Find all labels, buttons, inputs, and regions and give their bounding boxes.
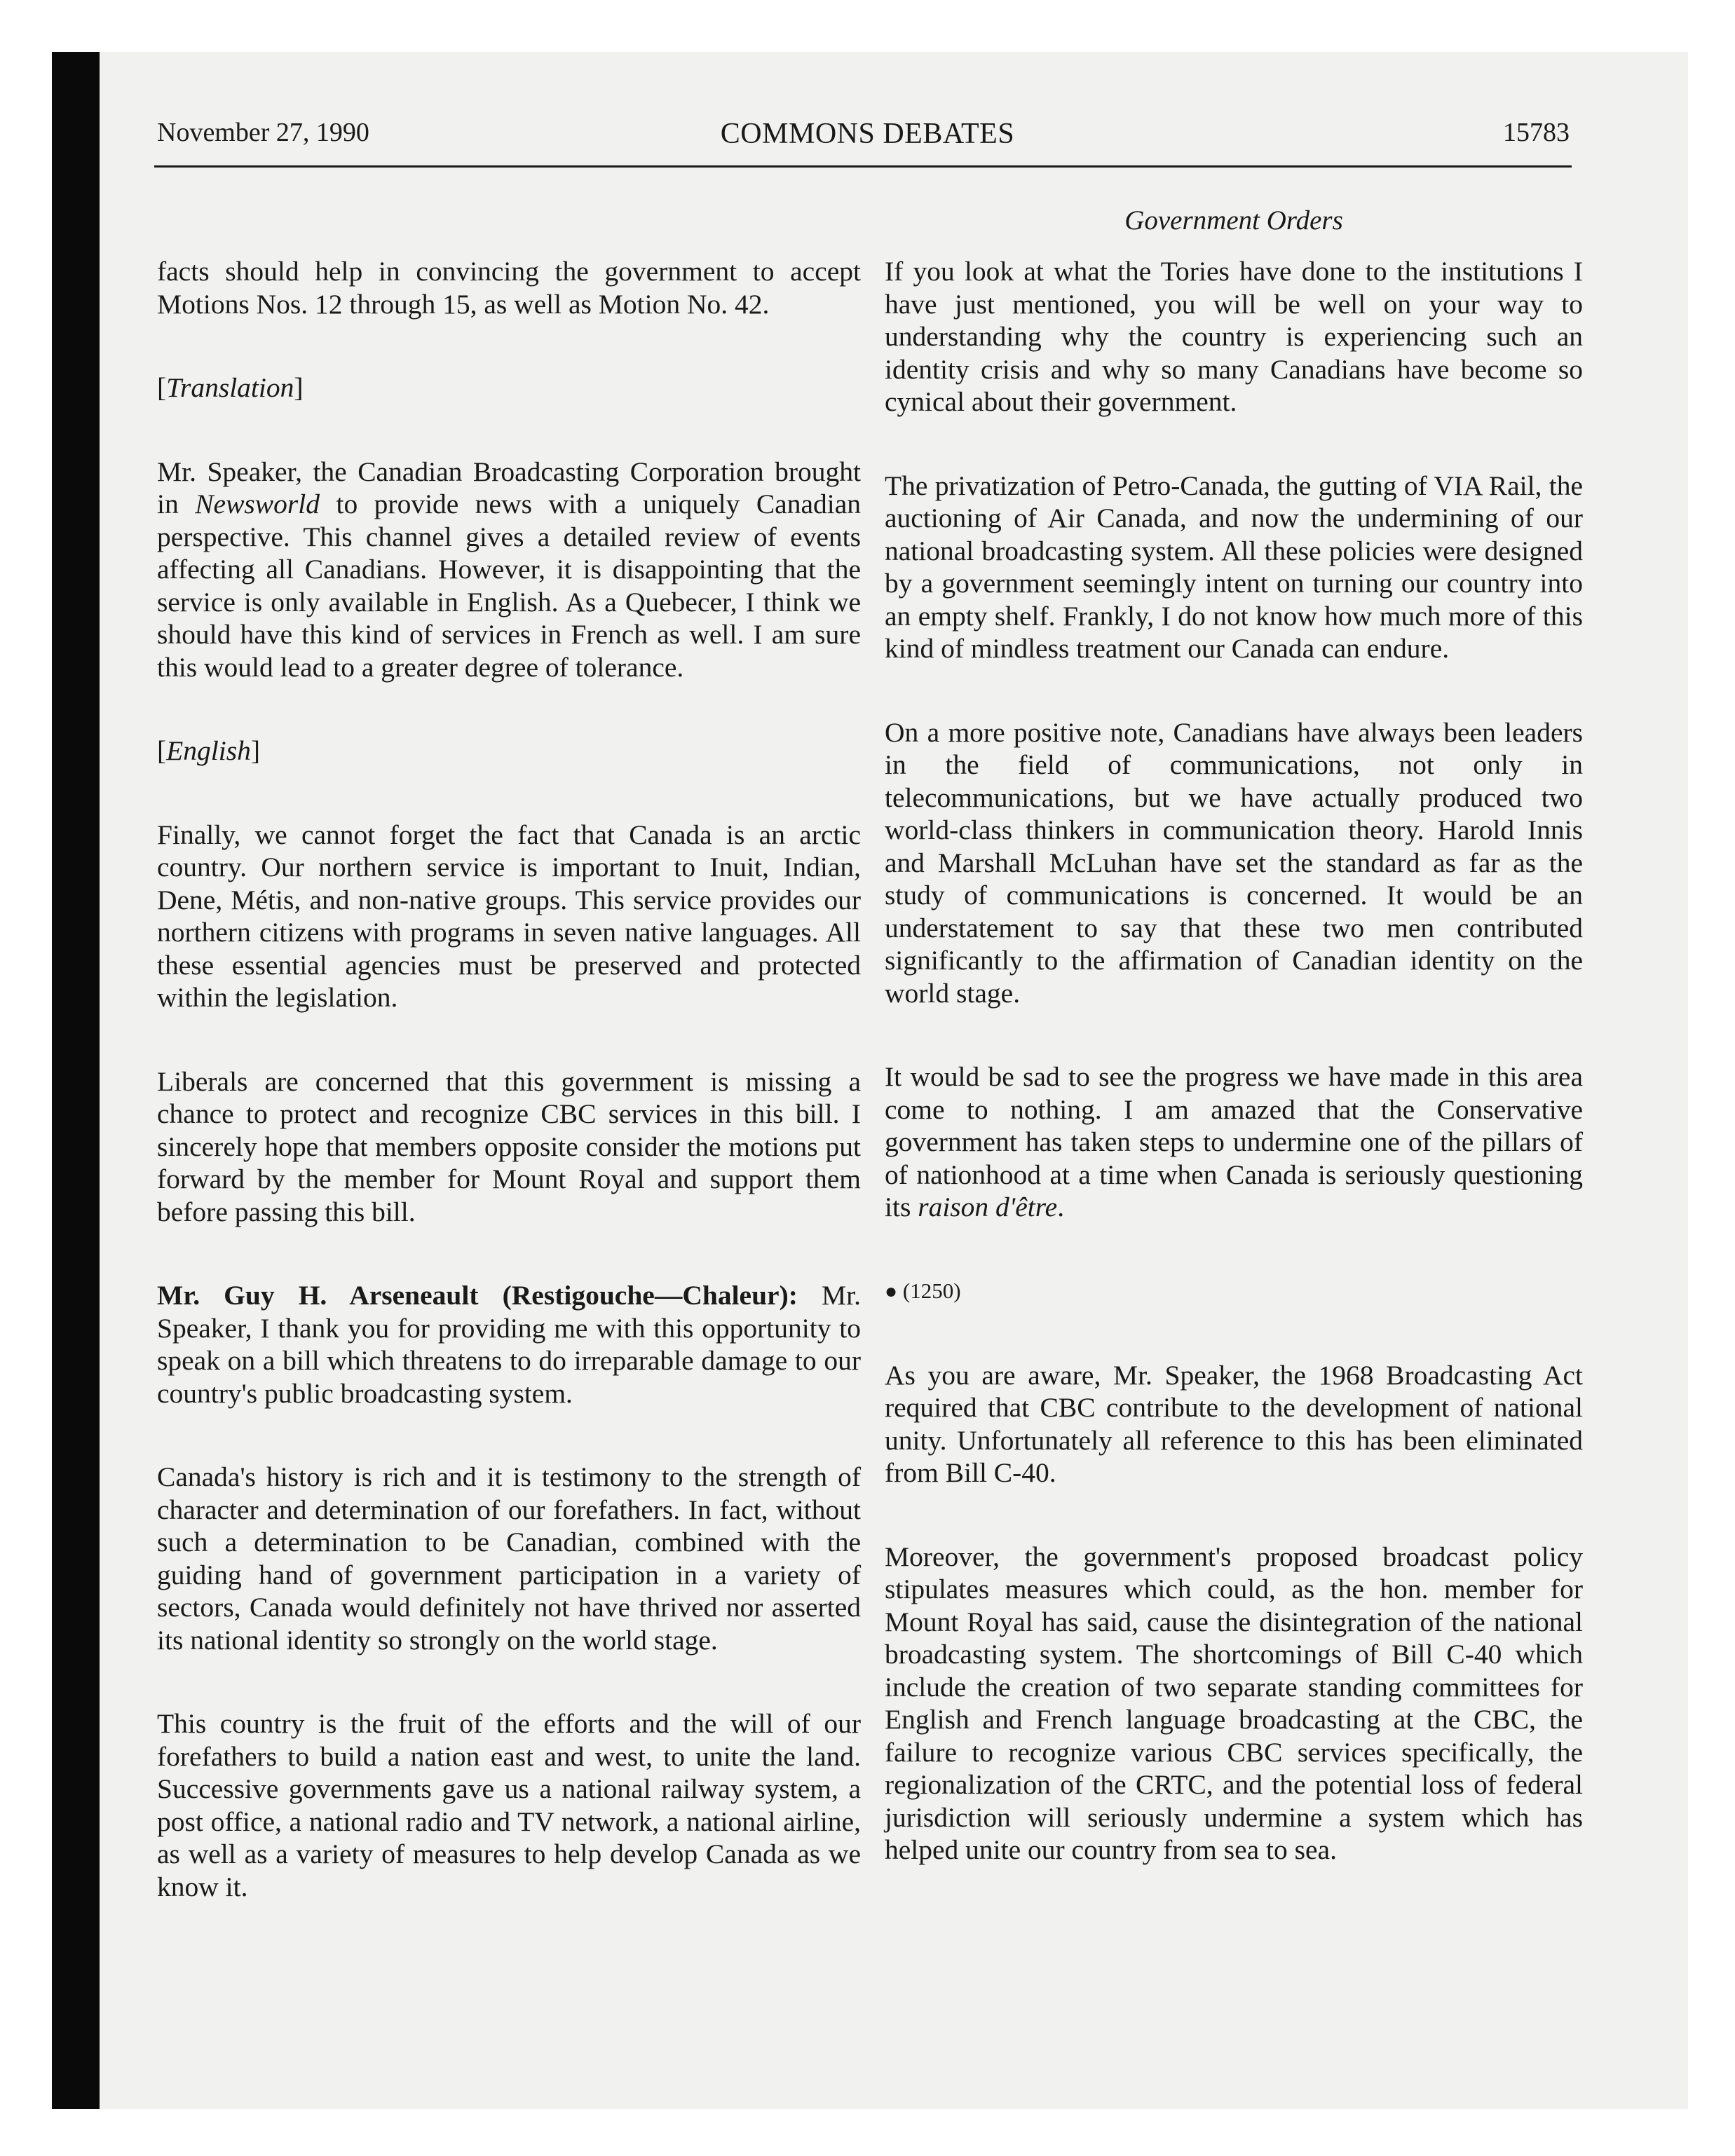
paragraph: Moreover, the government's proposed broadcast policy stipulates measures which could, as the hon. member for Mount Royal has said, cause the disintegration of the national broadcasting system. The shortcomings of Bill C-40 which include the creation of two separate standing committees for English and French language broadcasting at the CBC, the failure to recognize various CBC services specifically, the regionalization of the CRTC, and the potential loss of federal jurisdiction will seriously undermine a system which has helped unite our country from sea to sea. <box>885 1541 1583 1865</box>
paragraph: If you look at what the Tories have done to the institutions I have just mentioned, you will be well on your way to understanding why the country is experiencing such an identity crisis and why so many Canadians have become so cynical about their government. <box>885 256 1583 417</box>
paragraph <box>157 456 861 684</box>
speech-paragraph <box>157 1279 861 1410</box>
scan-binding-edge <box>52 52 100 2109</box>
language-tag-text: Translation <box>166 372 294 403</box>
paragraph-text: to provide news with a uniquely Canadian perspective. This channel gives a detailed review of events affecting all Canadians. However, it is disappointing that the service is only available in English. As a Quebecer, I think we should have this kind of services in French as well. I am sure this would lead to a greater degree of tolerance. <box>157 489 861 683</box>
paragraph: Liberals are concerned that this government is missing a chance to protect and recognize CBC services in this bill. I sincerely hope that members opposite consider the motions put forward by the member for Mount Royal and support them before passing this bill. <box>157 1065 861 1227</box>
right-column <box>885 255 1583 1918</box>
paragraph: Canada's history is rich and it is testimony to the strength of character and determination of our forefathers. In fact, without such a determination to be Canadian, combined with the guiding hand of government participation in a variety of sectors, Canada would definitely not have thrived nor asserted its national identity so strongly on the world stage. <box>157 1461 861 1656</box>
paragraph: On a more positive note, Canadians have always been leaders in the field of communications, not only in telecommunications, but we have actually produced two world-class thinkers in communication theory. Harold Innis and Marshall McLuhan have set the standard as far as the study of communications is concerned. It would be an understatement to say that these two men contributed significantly to the affirmation of Canadian identity on the world stage. <box>885 716 1583 1009</box>
language-tag-text: English <box>166 735 251 766</box>
left-column <box>157 255 861 1954</box>
paragraph-text: It would be sad to see the progress we have made in this area come to nothing. I am amazed that the Conservative government has taken steps to undermine one of the pillars of of nationhood at a time when Canada is seriously questioning its <box>885 1061 1583 1222</box>
header-title: COMMONS DEBATES <box>720 118 1015 150</box>
paragraph: This country is the fruit of the efforts and the will of our forefathers to build a nation east and west, to unite the land. Successive governments gave us a national railway system, a post office, a national radio and TV network, a national airline, as well as a variety of measures to help develop Canada as we know it. <box>157 1708 861 1902</box>
paragraph: facts should help in convincing the government to accept Motions Nos. 12 through 15, as well as Motion No. 42. <box>157 256 861 320</box>
paragraph-text: . <box>1057 1192 1065 1222</box>
paragraph: Finally, we cannot forget the fact that Canada is an arctic country. Our northern service is important to Inuit, Indian, Dene, Métis, and non-native groups. This service provides our northern citizens with programs in seven native languages. All these essential agencies must be preserved and protected within the legislation. <box>157 819 861 1013</box>
italic-phrase: raison d'être <box>918 1192 1058 1222</box>
header-date: November 27, 1990 <box>157 118 369 147</box>
section-title: Government Orders <box>1124 205 1343 236</box>
bullet-icon: ● <box>885 1279 898 1303</box>
timestamp-text: (1250) <box>902 1278 961 1303</box>
paragraph <box>885 1060 1583 1224</box>
timestamp <box>885 1275 1583 1308</box>
paragraph: The privatization of Petro-Canada, the gutting of VIA Rail, the auctioning of Air Canada, and now the undermining of our national broadcasting system. All these policies were designed by a government seemingly intent on turning our country into an empty shelf. Frankly, I do not know how much more of this kind of mindless treatment our Canada can endure. <box>885 470 1583 664</box>
paragraph-text: Mr. Speaker, the Canadian Broadcasting Corporation brought in <box>157 456 861 519</box>
language-tag-translation: [Translation] <box>157 372 304 403</box>
speaker-name: Mr. Guy H. Arseneault (Restigouche—Chaleur): <box>157 1280 798 1311</box>
paragraph: As you are aware, Mr. Speaker, the 1968 Broadcasting Act required that CBC contribute to the development of national unity. Unfortunately all reference to this has been eliminated from Bill C-40. <box>885 1359 1583 1488</box>
page-number: 15783 <box>1503 118 1570 147</box>
paragraph-text: Mr. Speaker, I thank you for providing me with this opportunity to speak on a bill which threatens to do irreparable damage to our country's public broadcasting system. <box>157 1280 861 1409</box>
language-tag-english: [English] <box>157 735 261 766</box>
program-name: Newsworld <box>195 489 320 519</box>
header-rule <box>154 165 1572 168</box>
